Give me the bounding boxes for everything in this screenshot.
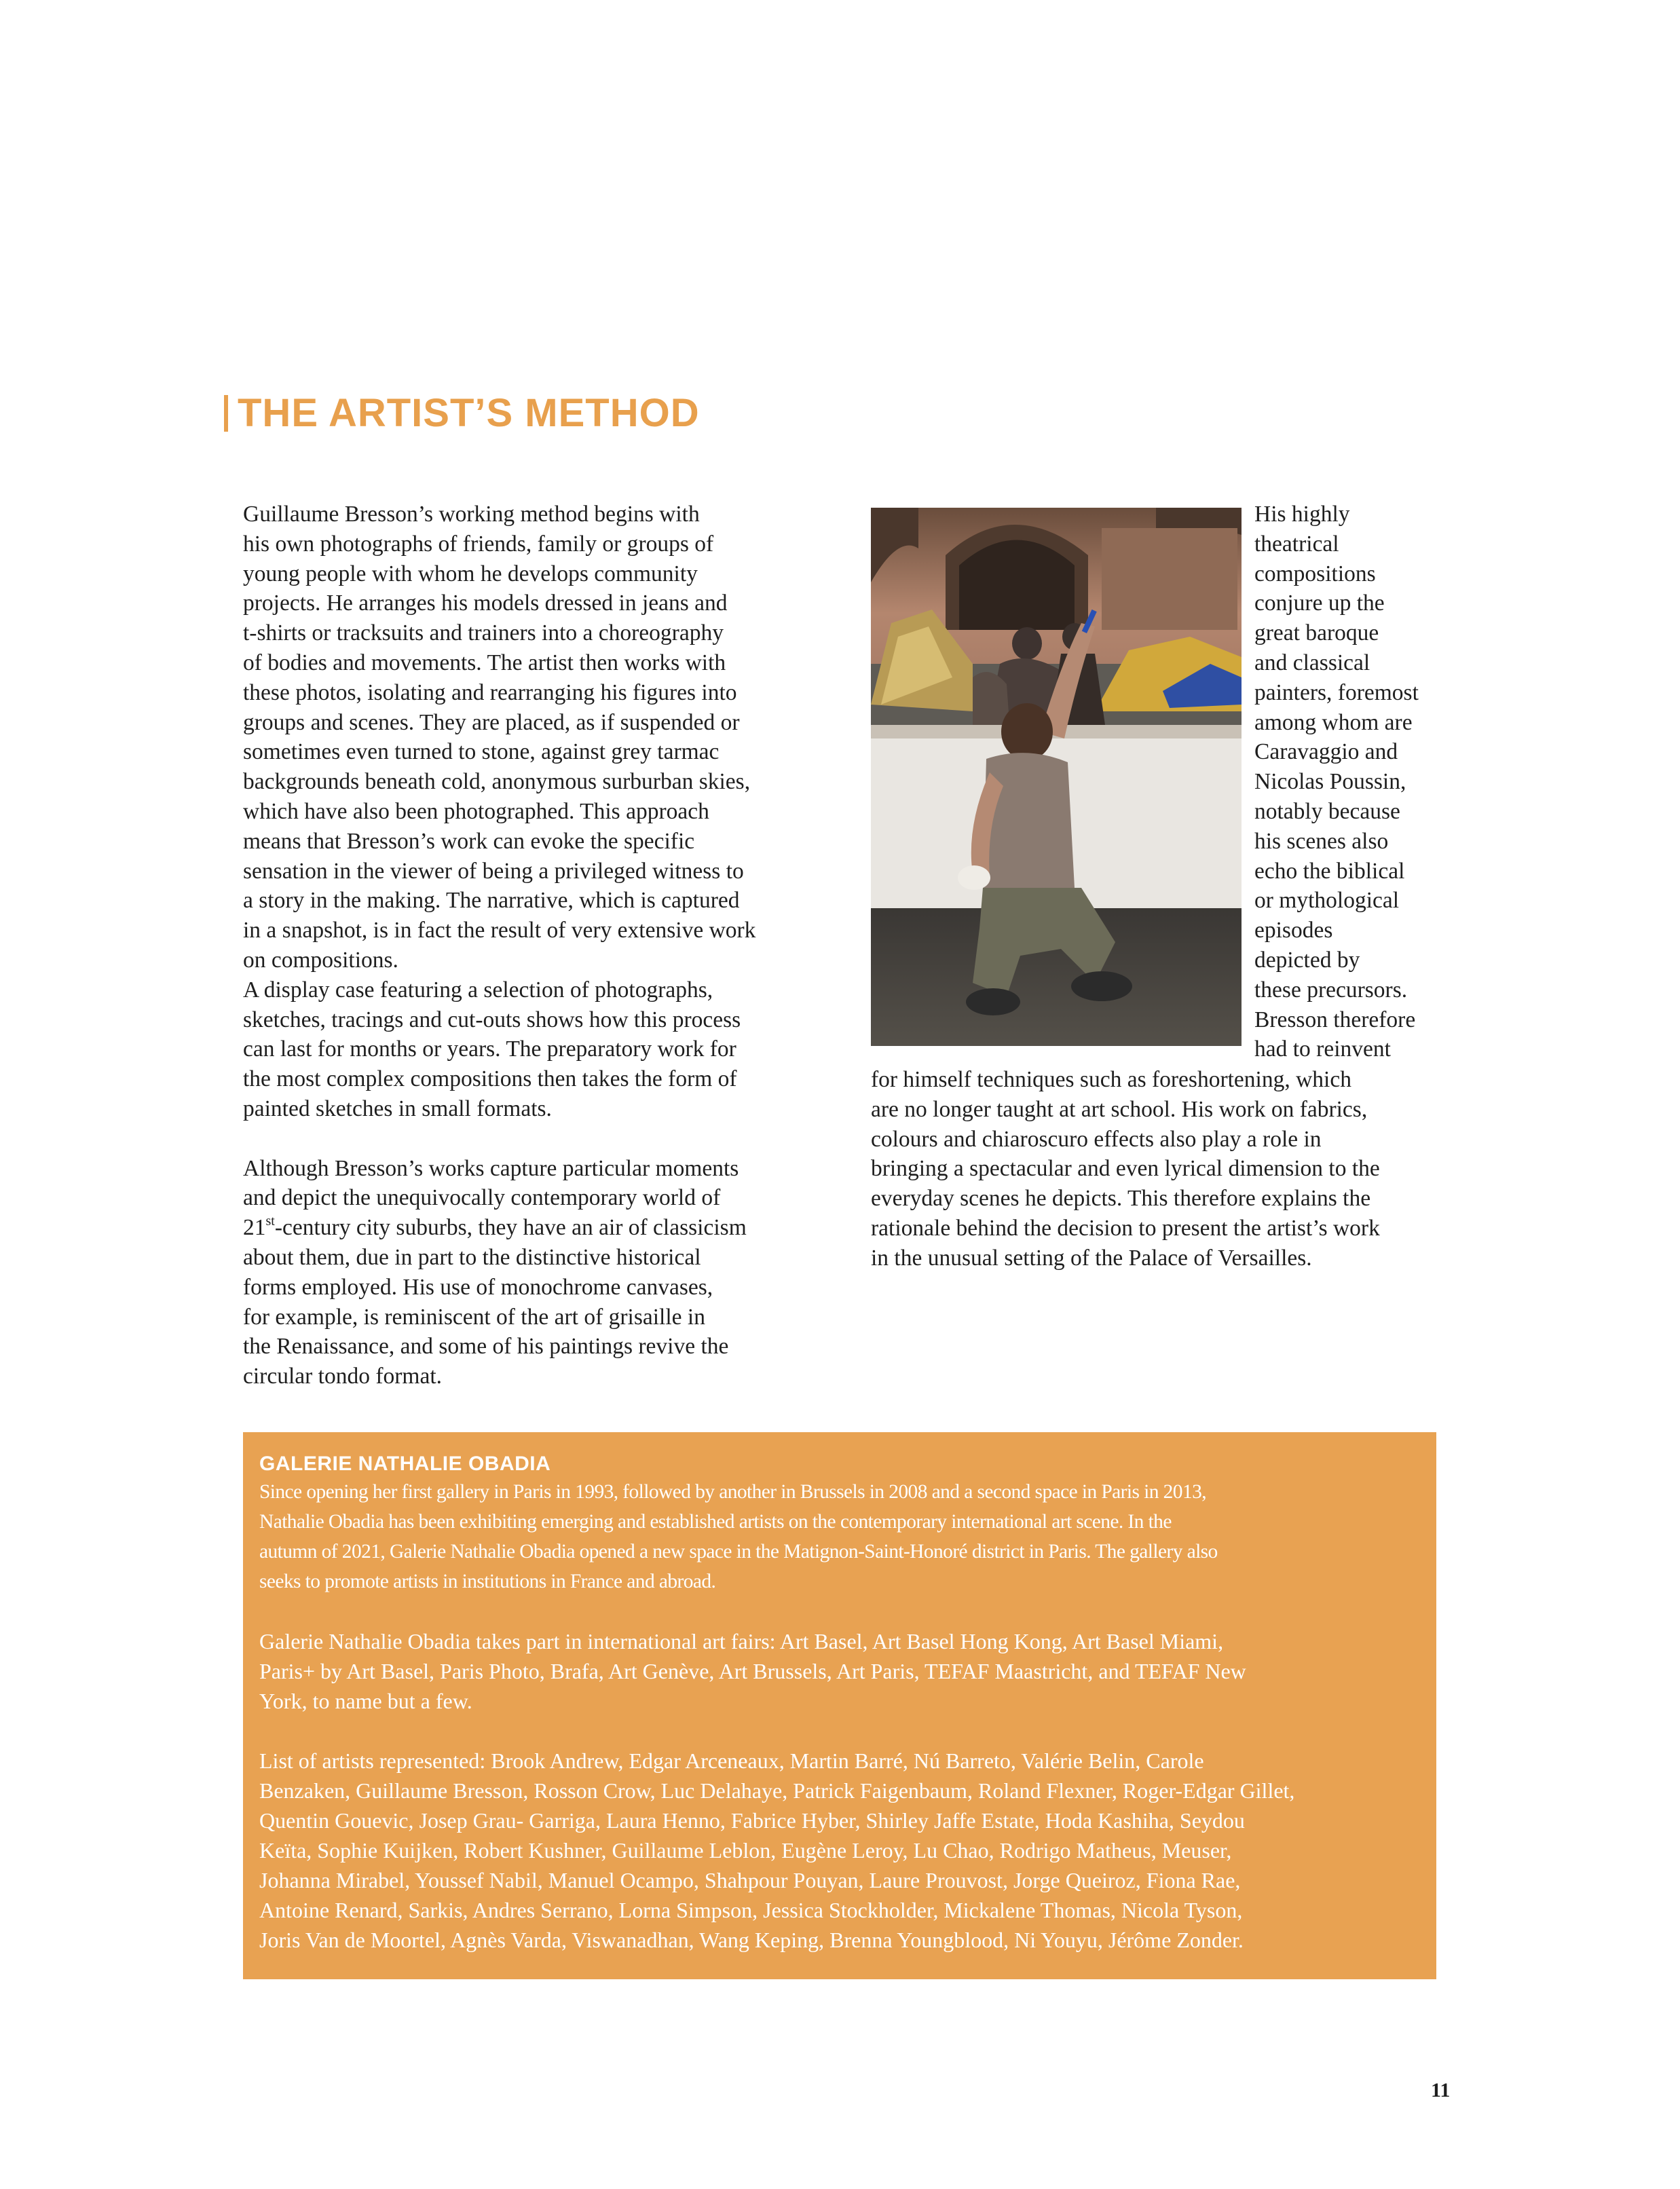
gallery-info-box — [243, 1432, 1436, 1979]
page-title-text: THE ARTIST’S METHOD — [238, 391, 700, 435]
gallery-fairs-paragraph: Galerie Nathalie Obadia takes part in international art fairs: Art Basel, Art Basel Hong Kong, Art Basel Miami, Paris+ by Art Basel, Paris Photo, Brafa, Art Genève, Art Brussels, Art Paris, TEFAF Maastricht, and TEFAF New York, to name but a few. — [259, 1629, 1246, 1713]
gallery-title: GALERIE NATHALIE OBADIA — [259, 1453, 551, 1475]
left-column — [243, 500, 827, 1391]
gallery-artists-paragraph: List of artists represented: Brook Andrew, Edgar Arceneaux, Martin Barré, Nú Barreto, Valérie Belin, Carole Benzaken, Guillaume Bresson, Rosson Crow, Luc Delahaye, Patrick Faigenbaum, Roland Flexner, Roger-Edgar Gillet, Quentin Gouevic, Josep Grau- Garriga, Laura Henno, Fabrice Hyber, Shirley Jaffe Estate, Hoda Kashiha, Seydou Keïta, Sophie Kuijken, Robert Kushner, Guillaume Leblon, Eugène Leroy, Lu Chao, Rodrigo Matheus, Meuser, Johanna Mirabel, Youssef Nabil, Manuel Ocampo, Shahpour Pouyan, Laure Prouvost, Jorge Queiroz, Fiona Rae, Antoine Renard, Sarkis, Andres Serrano, Lorna Simpson, Jessica Stockholder, Mickalene Thomas, Nicola Tyson, Joris Van de Moortel, Agnès Varda, Viswanadhan, Wang Keping, Brenna Youngblood, Ni Youyu, Jérôme Zonder. — [259, 1748, 1295, 1952]
page-title — [224, 390, 700, 436]
paragraph-theatrical: His highly theatrical compositions conjure up the great baroque and classical painters, foremost among whom are Caravaggio and Nicolas Poussin, notably because his scenes also echo the biblical or mythological episodes depicted by these precursors. Bresson therefore had to reinvent — [1254, 502, 1419, 1062]
paragraph-classicism: Although Bresson’s works capture particular moments and depict the unequivocally contemporary world of 21st-century city suburbs, they have an air of classicism about them, due in part to the distinctive historical forms employed. His use of monochrome canvases, for example, is reminiscent of the art of grisaille in the Renaissance, and some of his paintings revive the circular tondo format. — [243, 1155, 747, 1389]
paragraph-method: Guillaume Bresson’s working method begins with his own photographs of friends, family or groups of young people with whom he develops community projects. He arranges his models dressed in jeans and t-shirts or tracksuits and trainers into a choreography of bodies and movements. The artist then works with these photos, isolating and rearranging his figures into groups and scenes. They are placed, as if suspended or sometimes even turned to stone, against grey tarmac backgrounds beneath cold, anonymous surburban skies, which have also been photographed. This approach means that Bresson’s work can evoke the specific sensation in the viewer of being a privileged witness to a story in the making. The narrative, which is captured in a snapshot, is in fact the result of very extensive work on compositions. — [243, 502, 756, 973]
paragraph-display-case: A display case featuring a selection of photographs, sketches, tracings and cut-outs shows how this process can last for months or years. The preparatory work for the most complex compositions then takes the form of painted sketches in small formats. — [243, 977, 741, 1121]
page-number: 11 — [1431, 2079, 1451, 2101]
title-accent-bar — [224, 395, 228, 432]
right-column-wrapped-text — [1254, 500, 1458, 1064]
artist-painting-photo — [871, 508, 1242, 1046]
paragraph-techniques: for himself techniques such as foreshortening, which are no longer taught at art school. His work on fabrics, colours and chiaroscuro effects also play a role in bringing a spectacular and even lyrical dimension to the everyday scenes he depicts. This therefore explains the rationale behind the decision to present the artist’s work in the unusual setting of the Palace of Versailles. — [871, 1067, 1380, 1271]
right-column-full-text — [871, 1065, 1455, 1273]
gallery-intro-paragraph: Since opening her first gallery in Paris in 1993, followed by another in Brussels in 2008 and a second space in Paris in 2013, Nathalie Obadia has been exhibiting emerging and established artists on the contemporary international art scene. In the autumn of 2021, Galerie Nathalie Obadia opened a new space in the Matignon-Saint-Honoré district in Paris. The gallery also seeks to promote artists in institutions in France and abroad. — [259, 1481, 1218, 1592]
